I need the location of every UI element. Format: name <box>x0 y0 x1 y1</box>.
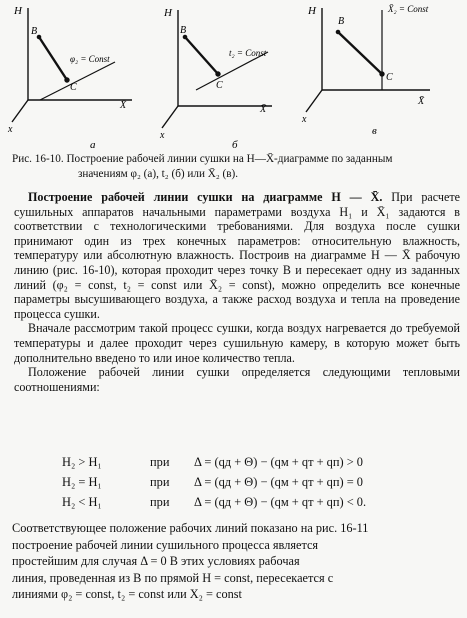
axis-x-b: X̄ <box>260 104 267 115</box>
eq2-word: при <box>150 475 170 489</box>
diagram-a <box>12 8 132 122</box>
paragraph-1 <box>14 190 460 321</box>
diagram-b <box>162 10 272 128</box>
main-text <box>14 190 460 394</box>
eq2-condition: H₂ = H₁ <box>62 475 102 489</box>
point-b-a: B <box>31 26 38 37</box>
eq2-expression: Δ = (qд + Θ) − (qм + qт + qп) = 0 <box>194 475 364 489</box>
eq3-word: при <box>150 495 170 509</box>
eq1-word: при <box>150 455 170 469</box>
working-line-a <box>39 37 67 80</box>
point-c-c: C <box>386 72 393 83</box>
working-line-c <box>338 32 382 74</box>
axis-z-b: x <box>160 130 165 141</box>
equation-1 <box>62 455 462 473</box>
working-line-b <box>185 37 218 74</box>
figure-caption <box>12 152 460 182</box>
axis-h-c: H <box>308 5 316 17</box>
point-b-c: B <box>338 16 345 27</box>
tail-line-4: линия, проведенная из B по прямой H = const, пересекается с <box>12 570 334 585</box>
eq3-expression: Δ = (qд + Θ) − (qм + qт + qп) < 0. <box>194 495 367 509</box>
caption-line-1: Рис. 16-10. Построение рабочей линии сушки на H—X̄-диаграмме по заданным <box>12 153 393 165</box>
axis-h-a: H <box>14 5 22 17</box>
panel-label-c: в <box>372 125 377 137</box>
paragraph-3: Положение рабочей линии сушки определяется следующими тепловыми соотношениями: <box>14 365 460 394</box>
axis-z-c: x <box>302 114 307 125</box>
point-b-b: B <box>180 25 187 36</box>
point-c-b: C <box>216 80 223 91</box>
axis-x-c: X̄ <box>418 96 425 107</box>
paragraph-2: Вначале рассмотрим такой процесс сушки, когда воздух нагревается до требуемой температуры и далее проходит через сушильную камеру, в которую может быть дополнительно введено то или иное количество тепла. <box>14 321 460 365</box>
line-label-a: φ₂ = Const <box>70 54 110 64</box>
const-line-a <box>40 62 115 100</box>
paragraph-1-body: При расчете сушильных аппаратов начальными параметрами воздуха H₁ и X̄₁ задаются в соответствии с технологическими требованиями. Для воздуха после сушки принимают один из трех конечных параметров: относительную влажность, температуру или абсолютную влажность. Построив на диаграмме H — X̄ рабочую линию (рис. 16-10), которая проходит через точку B и пересекает одну из заданных линий (φ₂ = const, t₂ = const или X̄₂ = const), можно определить все конечные параметры высушивающего воздуха, а также расход воздуха и тепла на проведение процесса сушки. <box>14 190 460 321</box>
equation-3 <box>62 495 462 513</box>
axis-z-a: x <box>8 124 13 135</box>
tail-line-3: простейшим для случая Δ = 0 В этих условиях рабочая <box>12 554 300 568</box>
figure-16-10 <box>0 0 467 152</box>
tail-line-5: линиями φ₂ = const, t₂ = const или X₂ = const <box>12 587 242 601</box>
tail-line-1: Соответствующее положение рабочих линий показано на рис. 16-11 <box>12 521 369 535</box>
line-label-b: t₂ = Const <box>229 48 267 58</box>
caption-line-2: значениям φ₂ (а), t₂ (б) или X̄₂ (в). <box>78 168 239 180</box>
axis-h-b: H <box>164 7 172 19</box>
eq3-condition: H₂ < H₁ <box>62 495 102 509</box>
line-label-c: X̄₂ = Const <box>388 4 429 14</box>
section-heading: Построение рабочей линии сушки на диаграмме H — X̄. <box>28 190 383 204</box>
tail-line-2: построение рабочей линии сушильного процесса является <box>12 537 319 552</box>
eq1-expression: Δ = (qд + Θ) − (qм + qт + qп) > 0 <box>194 455 364 469</box>
continuation-text <box>12 520 462 603</box>
panel-label-a: а <box>90 139 96 151</box>
axis-x-a: X̄ <box>120 100 127 111</box>
equation-2 <box>62 475 462 493</box>
panel-label-b: б <box>232 139 238 151</box>
eq1-condition: H₂ > H₁ <box>62 455 102 469</box>
point-c-a: C <box>70 82 77 93</box>
diagram-c <box>306 8 430 112</box>
